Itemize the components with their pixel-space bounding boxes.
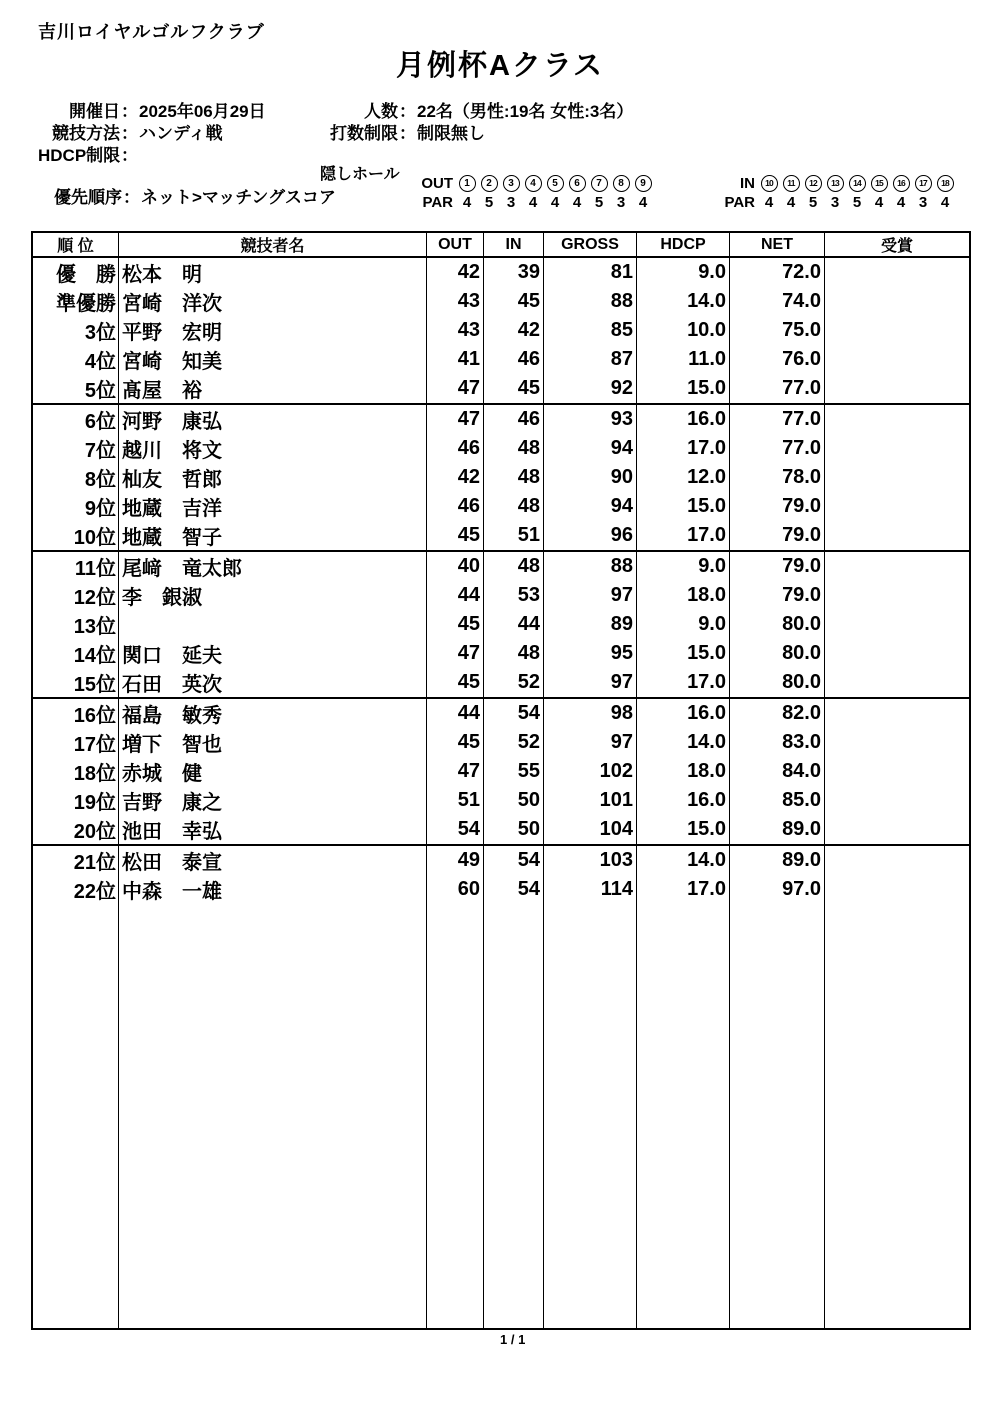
player-name-cell: 関口 延夫 — [119, 639, 427, 668]
priority-order-line — [40, 183, 336, 208]
in-score-cell: 50 — [484, 786, 544, 815]
club-name: 吉川ロイヤルゴルフクラブ — [38, 22, 265, 42]
par-value: 5 — [484, 194, 494, 211]
gross-score-cell: 98 — [544, 699, 637, 728]
award-cell — [825, 875, 969, 904]
table-row — [33, 521, 969, 552]
award-cell — [825, 699, 969, 728]
net-cell: 72.0 — [730, 258, 825, 287]
hole-number-circle: 17 — [912, 174, 934, 193]
player-name-cell: 吉野 康之 — [119, 786, 427, 815]
rank-cell: 優 勝 — [33, 258, 119, 287]
gross-score-cell: 88 — [544, 287, 637, 316]
out-score-cell: 42 — [427, 258, 484, 287]
rank-cell: 3位 — [33, 316, 119, 345]
net-cell: 77.0 — [730, 405, 825, 434]
player-count-label: 人数 — [364, 102, 398, 121]
player-name-cell: 増下 智也 — [119, 728, 427, 757]
hdcp-cell: 14.0 — [637, 846, 730, 875]
player-name-cell: 髙屋 裕 — [119, 374, 427, 403]
award-cell — [825, 287, 969, 316]
out-score-cell: 44 — [427, 699, 484, 728]
table-row — [33, 345, 969, 374]
gross-score-cell: 101 — [544, 786, 637, 815]
table-row — [33, 581, 969, 610]
in-score-cell: 52 — [484, 668, 544, 697]
net-cell: 97.0 — [730, 875, 825, 904]
rank-cell: 11位 — [33, 552, 119, 581]
award-cell — [825, 258, 969, 287]
in-score-cell: 48 — [484, 639, 544, 668]
gross-score-cell: 94 — [544, 492, 637, 521]
hdcp-cell: 16.0 — [637, 786, 730, 815]
in-score-cell: 39 — [484, 258, 544, 287]
table-row — [33, 434, 969, 463]
par-value: 4 — [462, 194, 472, 211]
column-header-gross: GROSS — [544, 233, 637, 256]
gross-score-cell: 97 — [544, 728, 637, 757]
gross-score-cell: 85 — [544, 316, 637, 345]
hole-number-circle: 15 — [868, 174, 890, 193]
out-score-cell: 46 — [427, 434, 484, 463]
out-score-cell: 41 — [427, 345, 484, 374]
hole-number-circle: 18 — [934, 174, 956, 193]
gross-score-cell: 95 — [544, 639, 637, 668]
out-par-label: PAR — [422, 194, 453, 211]
award-cell — [825, 552, 969, 581]
gross-score-cell: 97 — [544, 581, 637, 610]
out-score-cell: 45 — [427, 668, 484, 697]
net-cell: 75.0 — [730, 316, 825, 345]
in-score-cell: 54 — [484, 846, 544, 875]
page-number: 1 / 1 — [500, 1332, 526, 1347]
par-value: 3 — [918, 194, 928, 211]
net-cell: 83.0 — [730, 728, 825, 757]
label-separator: ： — [121, 102, 138, 121]
hidden-holes-out-block — [420, 174, 654, 212]
par-value: 4 — [896, 194, 906, 211]
player-name-cell: 福島 敏秀 — [119, 699, 427, 728]
table-row — [33, 316, 969, 345]
gross-score-cell: 93 — [544, 405, 637, 434]
award-cell — [825, 434, 969, 463]
hole-number-circle: 4 — [522, 174, 544, 193]
rank-cell: 7位 — [33, 434, 119, 463]
column-header-net: NET — [730, 233, 825, 256]
competition-method-value: ハンディ戦 — [139, 124, 223, 143]
award-cell — [825, 757, 969, 786]
net-cell: 80.0 — [730, 639, 825, 668]
award-cell — [825, 374, 969, 403]
hole-number-circle: 10 — [758, 174, 780, 193]
net-cell: 79.0 — [730, 492, 825, 521]
player-name-cell: 地蔵 智子 — [119, 521, 427, 550]
rank-cell: 19位 — [33, 786, 119, 815]
in-score-cell: 48 — [484, 492, 544, 521]
table-row — [33, 875, 969, 904]
player-name-cell — [119, 610, 427, 639]
in-holes — [758, 174, 956, 193]
award-cell — [825, 639, 969, 668]
hdcp-cell: 17.0 — [637, 521, 730, 550]
table-row — [33, 463, 969, 492]
in-score-cell: 45 — [484, 374, 544, 403]
hidden-holes-in-block — [722, 174, 956, 212]
column-header-hdcp: HDCP — [637, 233, 730, 256]
award-cell — [825, 463, 969, 492]
in-score-cell: 50 — [484, 815, 544, 844]
table-row — [33, 374, 969, 405]
par-value: 5 — [852, 194, 862, 211]
hdcp-cell: 12.0 — [637, 463, 730, 492]
hole-number-circle: 2 — [478, 174, 500, 193]
in-score-cell: 55 — [484, 757, 544, 786]
column-header-rank: 順 位 — [33, 233, 119, 256]
par-value: 4 — [550, 194, 560, 211]
hdcp-cell: 9.0 — [637, 610, 730, 639]
award-cell — [825, 405, 969, 434]
par-value: 3 — [830, 194, 840, 211]
hole-number-circle: 5 — [544, 174, 566, 193]
net-cell: 79.0 — [730, 552, 825, 581]
event-date-value: 2025年06月29日 — [139, 102, 266, 121]
out-holes — [456, 174, 654, 193]
par-value: 4 — [786, 194, 796, 211]
event-date-label: 開催日 — [69, 102, 120, 121]
rank-cell: 20位 — [33, 815, 119, 844]
out-score-cell: 45 — [427, 728, 484, 757]
hdcp-limit-line — [38, 141, 139, 166]
award-cell — [825, 581, 969, 610]
gross-score-cell: 104 — [544, 815, 637, 844]
rank-cell: 15位 — [33, 668, 119, 697]
table-row — [33, 757, 969, 786]
hdcp-cell: 15.0 — [637, 639, 730, 668]
table-row — [33, 492, 969, 521]
par-value: 4 — [874, 194, 884, 211]
player-name-cell: 中森 一雄 — [119, 875, 427, 904]
gross-score-cell: 90 — [544, 463, 637, 492]
table-row — [33, 699, 969, 728]
table-row — [33, 815, 969, 846]
par-value: 4 — [940, 194, 950, 211]
rank-cell: 8位 — [33, 463, 119, 492]
gross-score-cell: 103 — [544, 846, 637, 875]
in-score-cell: 51 — [484, 521, 544, 550]
rank-cell: 18位 — [33, 757, 119, 786]
label-separator: ： — [399, 102, 416, 121]
rank-cell: 21位 — [33, 846, 119, 875]
in-par-label: PAR — [724, 194, 755, 211]
hdcp-cell: 9.0 — [637, 552, 730, 581]
out-score-cell: 43 — [427, 287, 484, 316]
net-cell: 79.0 — [730, 581, 825, 610]
in-score-cell: 45 — [484, 287, 544, 316]
in-score-cell: 48 — [484, 463, 544, 492]
out-score-cell: 49 — [427, 846, 484, 875]
stroke-limit-line — [320, 119, 485, 144]
hdcp-cell: 17.0 — [637, 434, 730, 463]
hdcp-cell: 15.0 — [637, 374, 730, 403]
hidden-holes-caption: 隠しホール — [320, 166, 400, 183]
player-name-cell: 平野 宏明 — [119, 316, 427, 345]
player-name-cell: 地蔵 吉洋 — [119, 492, 427, 521]
column-header-name: 競技者名 — [119, 233, 427, 256]
gross-score-cell: 92 — [544, 374, 637, 403]
in-pars — [758, 193, 956, 212]
player-count-value: 22名（男性:19名 女性:3名） — [417, 102, 634, 121]
rank-cell: 4位 — [33, 345, 119, 374]
label-separator: ： — [121, 146, 138, 165]
net-cell: 84.0 — [730, 757, 825, 786]
net-cell: 80.0 — [730, 610, 825, 639]
net-cell: 77.0 — [730, 374, 825, 403]
hdcp-cell: 18.0 — [637, 757, 730, 786]
gross-score-cell: 88 — [544, 552, 637, 581]
table-row — [33, 639, 969, 668]
net-cell: 85.0 — [730, 786, 825, 815]
out-label: OUT — [421, 175, 453, 192]
hdcp-cell: 9.0 — [637, 258, 730, 287]
award-cell — [825, 492, 969, 521]
in-score-cell: 46 — [484, 405, 544, 434]
award-cell — [825, 728, 969, 757]
hole-number-circle: 16 — [890, 174, 912, 193]
hdcp-cell: 16.0 — [637, 699, 730, 728]
player-name-cell: 李 銀淑 — [119, 581, 427, 610]
award-cell — [825, 786, 969, 815]
hdcp-limit-label: HDCP制限 — [38, 146, 121, 165]
table-empty-filler-row — [33, 904, 969, 1328]
award-cell — [825, 846, 969, 875]
out-score-cell: 40 — [427, 552, 484, 581]
stroke-limit-label: 打数制限 — [330, 124, 398, 143]
stroke-limit-value: 制限無し — [417, 124, 485, 143]
hole-number-circle: 6 — [566, 174, 588, 193]
hdcp-cell: 16.0 — [637, 405, 730, 434]
rank-cell: 12位 — [33, 581, 119, 610]
rank-cell: 14位 — [33, 639, 119, 668]
competition-method-label: 競技方法 — [52, 124, 120, 143]
table-row — [33, 668, 969, 699]
table-row — [33, 258, 969, 287]
label-separator: ： — [121, 124, 138, 143]
in-label: IN — [740, 175, 755, 192]
award-cell — [825, 521, 969, 550]
par-value: 4 — [572, 194, 582, 211]
column-header-in: IN — [484, 233, 544, 256]
hdcp-cell: 14.0 — [637, 287, 730, 316]
player-name-cell: 杣友 哲郎 — [119, 463, 427, 492]
player-name-cell: 尾﨑 竜太郎 — [119, 552, 427, 581]
out-score-cell: 43 — [427, 316, 484, 345]
hole-number-circle: 11 — [780, 174, 802, 193]
award-cell — [825, 345, 969, 374]
gross-score-cell: 114 — [544, 875, 637, 904]
hole-number-circle: 8 — [610, 174, 632, 193]
in-score-cell: 46 — [484, 345, 544, 374]
hole-number-circle: 7 — [588, 174, 610, 193]
gross-score-cell: 96 — [544, 521, 637, 550]
net-cell: 76.0 — [730, 345, 825, 374]
column-header-award: 受賞 — [880, 238, 913, 255]
out-score-cell: 47 — [427, 757, 484, 786]
net-cell: 77.0 — [730, 434, 825, 463]
net-cell: 82.0 — [730, 699, 825, 728]
table-row — [33, 846, 969, 875]
out-score-cell: 47 — [427, 639, 484, 668]
label-separator: ： — [123, 188, 140, 207]
par-value: 3 — [616, 194, 626, 211]
hdcp-cell: 15.0 — [637, 815, 730, 844]
rank-cell: 16位 — [33, 699, 119, 728]
table-row — [33, 405, 969, 434]
rank-cell: 9位 — [33, 492, 119, 521]
rank-cell: 5位 — [33, 374, 119, 403]
out-score-cell: 45 — [427, 610, 484, 639]
hdcp-cell: 17.0 — [637, 875, 730, 904]
hdcp-cell: 17.0 — [637, 668, 730, 697]
gross-score-cell: 97 — [544, 668, 637, 697]
rank-cell: 22位 — [33, 875, 119, 904]
table-row — [33, 786, 969, 815]
hdcp-cell: 18.0 — [637, 581, 730, 610]
award-cell — [825, 815, 969, 844]
table-row — [33, 610, 969, 639]
out-score-cell: 47 — [427, 374, 484, 403]
hdcp-cell: 11.0 — [637, 345, 730, 374]
in-score-cell: 53 — [484, 581, 544, 610]
par-value: 3 — [506, 194, 516, 211]
hdcp-cell: 10.0 — [637, 316, 730, 345]
net-cell: 89.0 — [730, 815, 825, 844]
player-name-cell: 松本 明 — [119, 258, 427, 287]
net-cell: 78.0 — [730, 463, 825, 492]
out-score-cell: 46 — [427, 492, 484, 521]
in-score-cell: 48 — [484, 434, 544, 463]
player-name-cell: 越川 将文 — [119, 434, 427, 463]
player-name-cell: 河野 康弘 — [119, 405, 427, 434]
out-score-cell: 51 — [427, 786, 484, 815]
par-value: 5 — [594, 194, 604, 211]
rank-cell: 17位 — [33, 728, 119, 757]
par-value: 5 — [808, 194, 818, 211]
out-score-cell: 44 — [427, 581, 484, 610]
rank-cell: 6位 — [33, 405, 119, 434]
table-row — [33, 287, 969, 316]
in-score-cell: 44 — [484, 610, 544, 639]
net-cell: 80.0 — [730, 668, 825, 697]
award-cell — [825, 668, 969, 697]
par-value: 4 — [528, 194, 538, 211]
gross-score-cell: 87 — [544, 345, 637, 374]
player-name-cell: 赤城 健 — [119, 757, 427, 786]
hole-number-circle: 1 — [456, 174, 478, 193]
gross-score-cell: 89 — [544, 610, 637, 639]
out-score-cell: 54 — [427, 815, 484, 844]
net-cell: 89.0 — [730, 846, 825, 875]
par-value: 4 — [764, 194, 774, 211]
player-name-cell: 池田 幸弘 — [119, 815, 427, 844]
in-score-cell: 54 — [484, 875, 544, 904]
label-separator: ： — [399, 124, 416, 143]
page-title: 月例杯Aクラス — [395, 50, 605, 82]
table-row — [33, 728, 969, 757]
rank-cell: 13位 — [33, 610, 119, 639]
player-name-cell: 宮崎 洋次 — [119, 287, 427, 316]
table-header-row — [33, 233, 969, 258]
par-value: 4 — [638, 194, 648, 211]
table-row — [33, 552, 969, 581]
gross-score-cell: 94 — [544, 434, 637, 463]
hole-number-circle: 14 — [846, 174, 868, 193]
hdcp-cell: 14.0 — [637, 728, 730, 757]
in-score-cell: 42 — [484, 316, 544, 345]
player-name-cell: 宮崎 知美 — [119, 345, 427, 374]
out-pars — [456, 193, 654, 212]
column-header-out: OUT — [427, 233, 484, 256]
out-score-cell: 42 — [427, 463, 484, 492]
in-score-cell: 48 — [484, 552, 544, 581]
priority-order-value: ネット>マッチングスコア — [141, 188, 336, 207]
hole-number-circle: 13 — [824, 174, 846, 193]
in-score-cell: 52 — [484, 728, 544, 757]
award-cell — [825, 610, 969, 639]
hdcp-cell: 15.0 — [637, 492, 730, 521]
net-cell: 74.0 — [730, 287, 825, 316]
priority-order-label: 優先順序 — [54, 188, 122, 207]
gross-score-cell: 102 — [544, 757, 637, 786]
hole-number-circle: 9 — [632, 174, 654, 193]
player-name-cell: 松田 泰宣 — [119, 846, 427, 875]
out-score-cell: 45 — [427, 521, 484, 550]
rank-cell: 準優勝 — [33, 287, 119, 316]
hole-number-circle: 12 — [802, 174, 824, 193]
in-score-cell: 54 — [484, 699, 544, 728]
rank-cell: 10位 — [33, 521, 119, 550]
out-score-cell: 60 — [427, 875, 484, 904]
gross-score-cell: 81 — [544, 258, 637, 287]
out-score-cell: 47 — [427, 405, 484, 434]
award-cell — [825, 316, 969, 345]
hole-number-circle: 3 — [500, 174, 522, 193]
net-cell: 79.0 — [730, 521, 825, 550]
player-name-cell: 石田 英次 — [119, 668, 427, 697]
results-table — [31, 231, 971, 1330]
